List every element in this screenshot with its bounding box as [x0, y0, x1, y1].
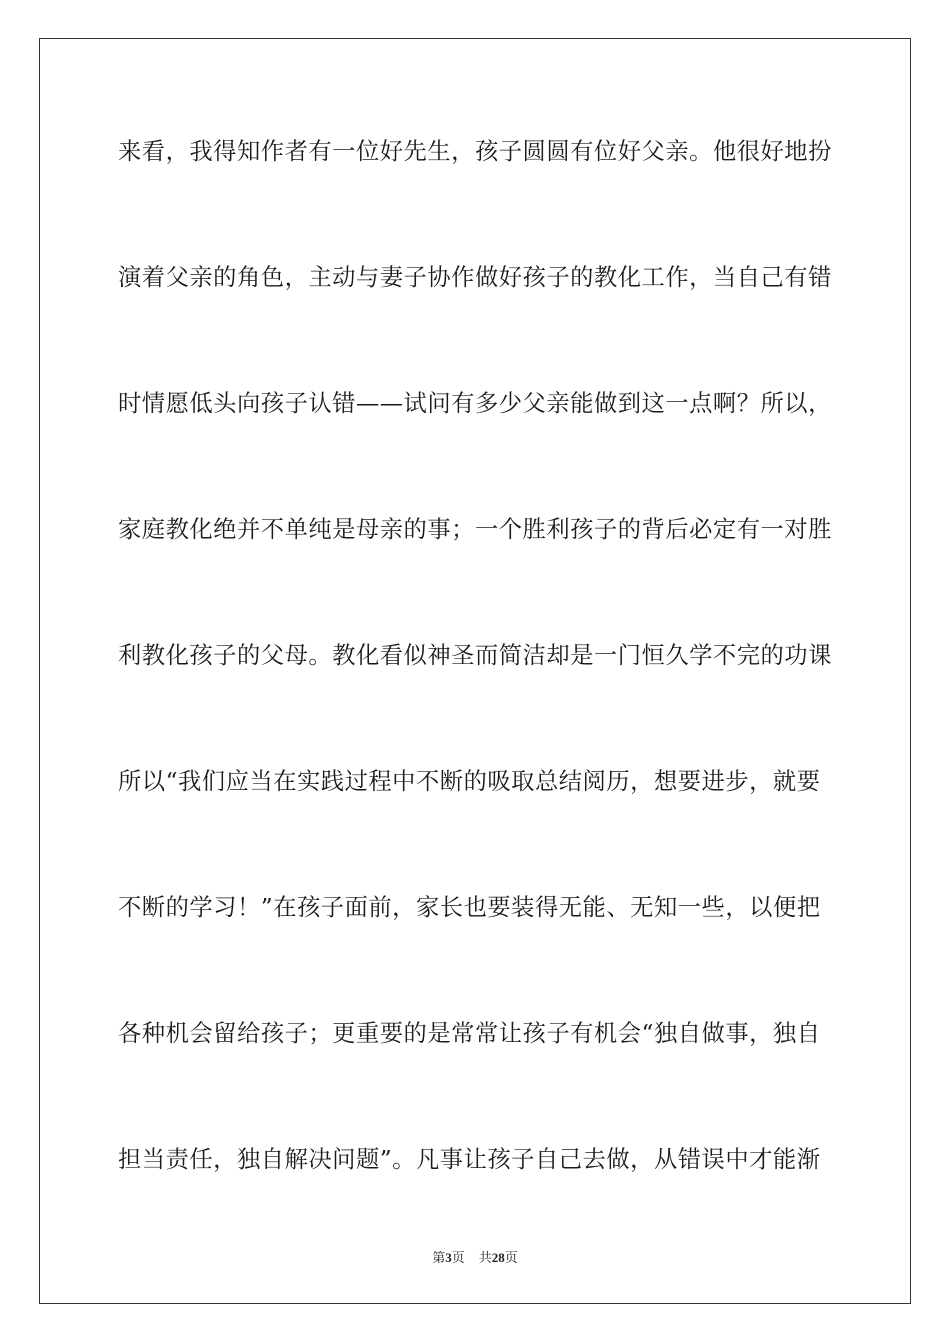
text-line: 各种机会留给孩子；更重要的是常常让孩子有机会“独自做事，独自 [118, 1020, 821, 1047]
document-body [118, 131, 834, 1265]
total-suffix: 页 [504, 1251, 518, 1266]
text-line: 时情愿低头向孩子认错——试问有多少父亲能做到这一点啊？所以， [118, 390, 832, 417]
text-line: 来看，我得知作者有一位好先生，孩子圆圆有位好父亲。他很好地扮 [118, 138, 832, 165]
page-prefix: 第 [432, 1251, 446, 1266]
page-number: 3 [445, 1250, 452, 1265]
page-footer [0, 1248, 950, 1269]
text-line: 所以“我们应当在实践过程中不断的吸取总结阅历，想要进步，就要 [118, 768, 821, 795]
total-pages: 28 [491, 1250, 505, 1265]
text-line: 演着父亲的角色，主动与妻子协作做好孩子的教化工作，当自己有错 [118, 264, 832, 291]
page-suffix: 页 [451, 1251, 465, 1266]
text-line: 担当责任，独自解决问题”。凡事让孩子自己去做，从错误中才能渐 [118, 1146, 821, 1173]
total-prefix: 共 [478, 1251, 492, 1266]
text-line: 家庭教化绝并不单纯是母亲的事；一个胜利孩子的背后必定有一对胜 [118, 516, 832, 543]
text-line: 利教化孩子的父母。教化看似神圣而简洁却是一门恒久学不完的功课 [118, 642, 832, 669]
text-line: 不断的学习！”在孩子面前，家长也要装得无能、无知一些，以便把 [118, 894, 821, 921]
